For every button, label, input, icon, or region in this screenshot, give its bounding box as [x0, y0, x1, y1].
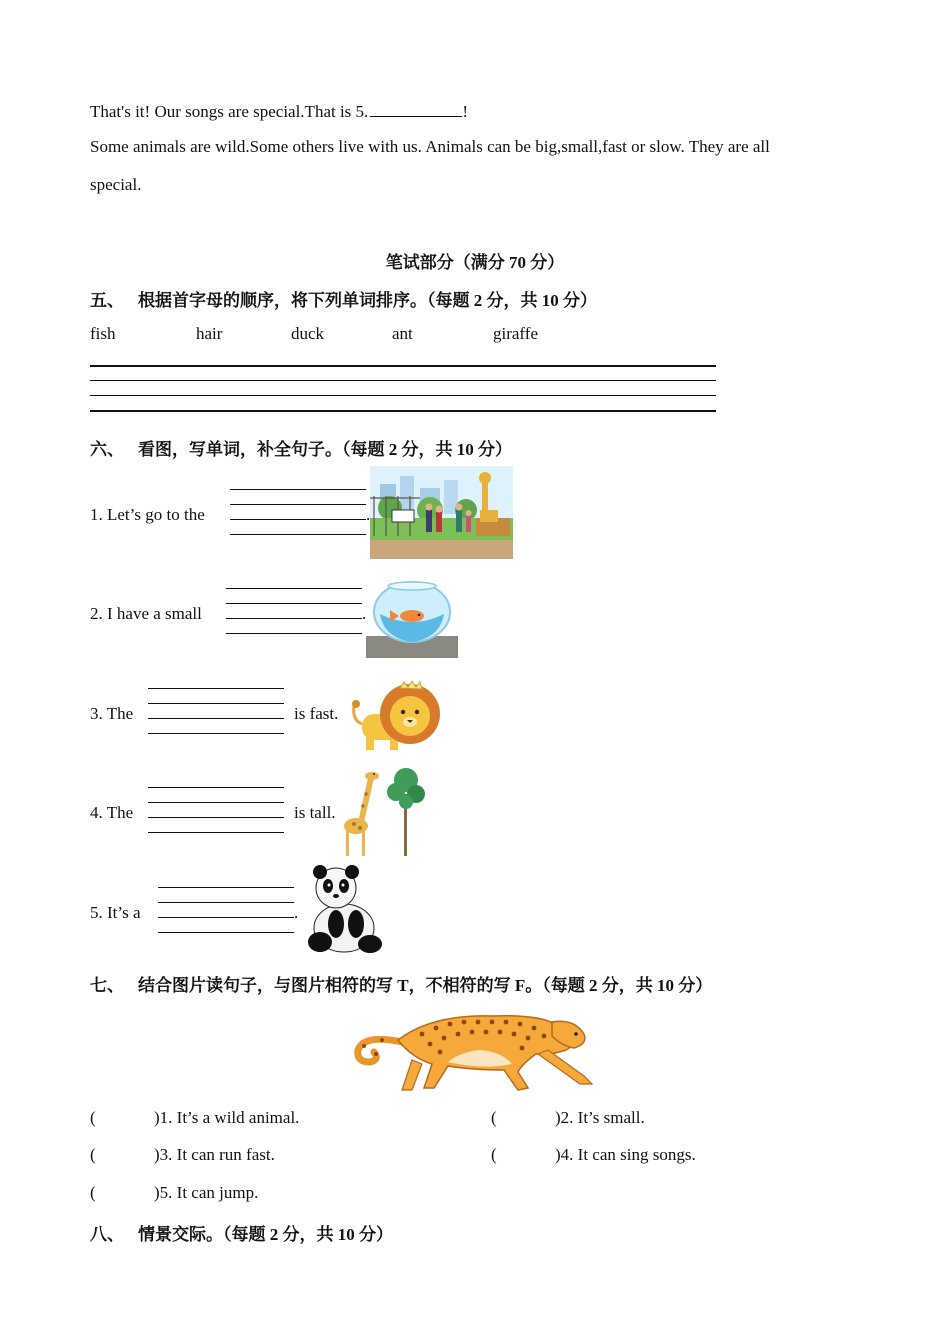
t-f-answer-4[interactable]: (	[491, 1145, 497, 1164]
q6-3-line-4[interactable]	[148, 733, 284, 734]
q6-1-prefix: 1. Let’s go to the	[90, 505, 205, 524]
section7-number: 七、	[90, 976, 124, 995]
panda-picture	[306, 864, 386, 956]
q6-5-suffix: .	[294, 903, 299, 922]
answer-blank-5[interactable]	[370, 100, 462, 117]
q7-1-text: )1. It’s a wild animal.	[154, 1108, 300, 1127]
q6-5-line-1[interactable]	[158, 887, 294, 888]
q6-3-suffix: is fast.	[294, 704, 339, 723]
q6-2-line-4[interactable]	[226, 633, 362, 634]
section5-number: 五、	[90, 291, 124, 310]
q6-5-line-3[interactable]	[158, 917, 294, 918]
section7-title: 结合图片读句子，与图片相符的写 T，不相符的写 F。（每题 2 分，共 10 分）	[138, 976, 713, 995]
writing-line-upper[interactable]	[90, 380, 716, 381]
section6-number: 六、	[90, 440, 124, 459]
written-part-title: 笔试部分（满分 70 分）	[385, 253, 565, 272]
leopard-picture	[352, 1000, 598, 1096]
word-duck: duck	[291, 324, 325, 343]
section5-title: 根据首字母的顺序，将下列单词排序。（每题 2 分，共 10 分）	[138, 291, 597, 310]
q6-4-line-3[interactable]	[148, 817, 284, 818]
reading-line-1: That's it! Our songs are special.That is 5. !	[90, 102, 468, 121]
t-f-answer-3[interactable]: (	[90, 1145, 96, 1164]
t-f-answer-1[interactable]: (	[90, 1108, 96, 1127]
q6-1-line-4[interactable]	[230, 534, 366, 535]
q6-2-line-1[interactable]	[226, 588, 362, 589]
writing-line-bottom[interactable]	[90, 410, 716, 412]
q6-3-line-2[interactable]	[148, 703, 284, 704]
zoo-scene-picture	[370, 466, 513, 559]
writing-line-top[interactable]	[90, 365, 716, 367]
q6-4-line-1[interactable]	[148, 787, 284, 788]
q6-1-line-1[interactable]	[230, 489, 366, 490]
q6-5-prefix: 5. It’s a	[90, 903, 141, 922]
section8-number: 八、	[90, 1225, 124, 1244]
q6-4-suffix: is tall.	[294, 803, 336, 822]
q6-3-line-1[interactable]	[148, 688, 284, 689]
q6-2-prefix: 2. I have a small	[90, 604, 202, 623]
q6-3-line-3[interactable]	[148, 718, 284, 719]
q6-4-line-2[interactable]	[148, 802, 284, 803]
q6-2-line-3[interactable]	[226, 618, 362, 619]
q6-2-line-2[interactable]	[226, 603, 362, 604]
q6-1-line-2[interactable]	[230, 504, 366, 505]
giraffe-tree-picture	[340, 764, 426, 858]
writing-line-lower[interactable]	[90, 395, 716, 396]
section8-title: 情景交际。（每题 2 分，共 10 分）	[138, 1225, 393, 1244]
word-ant: ant	[392, 324, 413, 343]
q6-2-suffix: .	[362, 604, 367, 623]
q7-4-text: )4. It can sing songs.	[555, 1145, 696, 1164]
q7-5-text: )5. It can jump.	[154, 1183, 259, 1202]
word-giraffe: giraffe	[493, 324, 538, 343]
q6-4-line-4[interactable]	[148, 832, 284, 833]
section6-title: 看图，写单词，补全句子。（每题 2 分，共 10 分）	[138, 440, 512, 459]
q6-1-suffix: .	[366, 505, 371, 524]
lion-picture	[352, 680, 442, 752]
q6-4-prefix: 4. The	[90, 803, 134, 822]
q6-5-line-4[interactable]	[158, 932, 294, 933]
q6-5-line-2[interactable]	[158, 902, 294, 903]
t-f-answer-2[interactable]: (	[491, 1108, 497, 1127]
word-fish: fish	[90, 324, 116, 343]
t-f-answer-5[interactable]: (	[90, 1183, 96, 1202]
fish-bowl-picture	[366, 580, 458, 658]
word-hair: hair	[196, 324, 223, 343]
reading-line-2: Some animals are wild.Some others live with us. Animals can be big,small,fast or slow. They are all	[90, 137, 770, 156]
q6-1-line-3[interactable]	[230, 519, 366, 520]
reading-line-3: special.	[90, 175, 142, 194]
q6-3-prefix: 3. The	[90, 704, 134, 723]
q7-3-text: )3. It can run fast.	[154, 1145, 275, 1164]
q7-2-text: )2. It’s small.	[555, 1108, 645, 1127]
